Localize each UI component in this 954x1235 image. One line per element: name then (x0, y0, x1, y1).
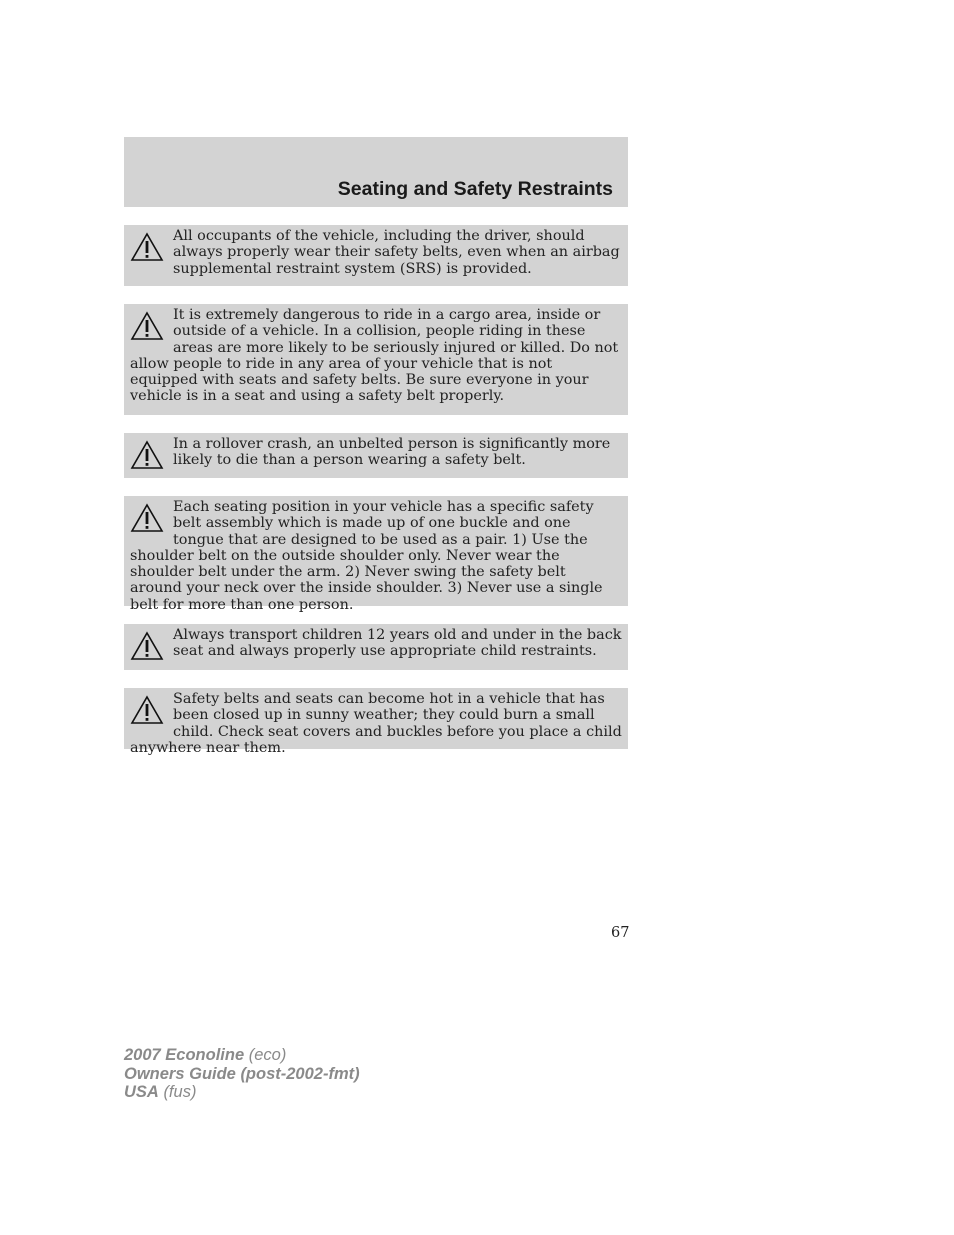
warning-triangle-icon (130, 232, 164, 262)
section-title: Seating and Safety Restraints (337, 178, 613, 200)
warning-box (124, 496, 628, 613)
warning-triangle-icon (130, 695, 164, 725)
footer-guide: Owners Guide (post-2002-fmt) (124, 1064, 360, 1083)
warning-triangle-icon (130, 503, 164, 533)
warning-triangle-icon (130, 440, 164, 470)
warning-triangle-icon (130, 311, 164, 341)
footer-model-code: (eco) (248, 1046, 287, 1064)
document-footer (124, 1046, 360, 1102)
warning-text: All occupants of the vehicle, including the driver, should always properly wear their safety belts, even when an airbag supplemental restraint system (SRS) is provided. (173, 228, 620, 277)
warning-box (124, 304, 628, 415)
warning-text: It is extremely dangerous to ride in a cargo area, inside or outside of a vehicle. In a collision, people riding in these areas are more likely to be seriously injured or killed. Do not allow people to ride in any area of your vehicle that is not equipped with seats and safety belts. Be sure everyone in your vehicle is in a seat and using a safety belt properly. (130, 307, 619, 405)
warning-text: Safety belts and seats can become hot in a vehicle that has been closed up in sunny weather; they could burn a small child. Check seat covers and buckles before you place a child anywhere near them. (130, 691, 622, 756)
warning-text: Each seating position in your vehicle has a specific safety belt assembly which is made up of one buckle and one tongue that are designed to be used as a pair. 1) Use the shoulder belt on the outside shoulder only. Never wear the shoulder belt under the arm. 2) Never swing the safety belt around your neck over the inside shoulder. 3) Never use a single belt for more than one person. (130, 499, 603, 613)
section-header (124, 137, 628, 207)
warning-box (124, 624, 628, 670)
footer-line-3 (124, 1083, 360, 1102)
footer-model: 2007 Econoline (124, 1046, 245, 1064)
footer-line-1 (124, 1046, 360, 1065)
footer-line-2 (124, 1065, 360, 1084)
footer-market-code: (fus) (163, 1083, 197, 1101)
warning-text: Always transport children 12 years old and under in the back seat and always properly use appropriate child restraints. (173, 627, 622, 660)
footer-market: USA (124, 1083, 159, 1101)
warning-box (124, 433, 628, 478)
page-number: 67 (611, 925, 630, 941)
warning-text: In a rollover crash, an unbelted person is significantly more likely to die than a person wearing a safety belt. (173, 436, 611, 469)
warning-box (124, 225, 628, 286)
warning-triangle-icon (130, 631, 164, 661)
warning-box (124, 688, 628, 756)
